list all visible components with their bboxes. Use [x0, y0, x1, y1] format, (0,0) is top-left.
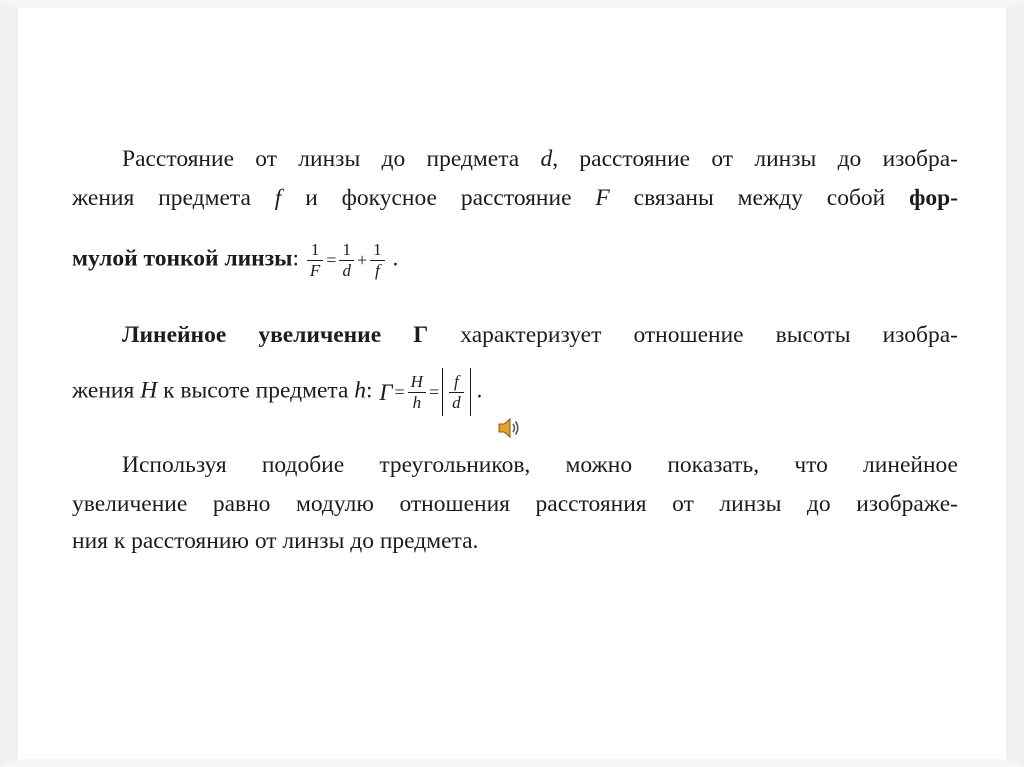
text-run: ния к расстоянию от линзы до предмета.	[72, 528, 479, 554]
fraction	[339, 240, 354, 280]
equals-sign: =	[326, 250, 337, 271]
fraction-denominator: f	[374, 260, 380, 280]
text-run: .	[392, 245, 399, 272]
bold-term: мулой тонкой линзы	[72, 245, 293, 272]
speaker-icon[interactable]	[496, 415, 522, 441]
absolute-value	[442, 368, 471, 416]
fraction-numerator: 1	[370, 240, 385, 261]
fraction-denominator: F	[309, 260, 321, 280]
fraction-numerator: 1	[339, 240, 354, 261]
text-run: к высоте предмета	[157, 377, 355, 404]
plus-sign: +	[356, 250, 368, 271]
variable-H: H	[140, 377, 158, 404]
magnification-formula	[378, 372, 476, 412]
fraction	[408, 372, 426, 412]
paragraph-3-line-1	[122, 454, 958, 478]
text-run: :	[292, 245, 305, 272]
fraction	[307, 240, 323, 280]
fraction-denominator: d	[342, 260, 351, 280]
text-run: жения предмета	[72, 185, 275, 211]
gamma-symbol: Г	[379, 379, 393, 405]
paragraph-2-line-2	[72, 368, 482, 416]
paragraph-1-line-1	[122, 148, 958, 172]
fraction-numerator: f	[449, 372, 464, 393]
text-run: :	[366, 377, 379, 404]
equals-sign: =	[428, 382, 440, 403]
variable-h: h	[354, 377, 367, 404]
text-run: Используя подобие треугольников, можно показать, что линейное	[122, 452, 958, 478]
text-run: характеризует отношение высоты изобра-	[428, 322, 958, 348]
variable-d: d	[540, 146, 553, 172]
text-run: .	[476, 377, 483, 404]
bold-term: Линейное увеличение Г	[122, 322, 429, 348]
text-run: , расстояние от линзы до изобра-	[552, 146, 959, 172]
paragraph-3-line-2	[72, 493, 958, 517]
fraction	[449, 372, 464, 412]
text-run: жения	[72, 377, 141, 404]
paragraph-3-line-3	[72, 530, 478, 554]
fraction-numerator: H	[408, 372, 426, 393]
fraction	[370, 240, 385, 280]
fraction-denominator: h	[412, 392, 422, 412]
text-run: увеличение равно модулю отношения расстояния от линзы до изображе-	[72, 491, 958, 517]
variable-f: f	[274, 185, 282, 211]
fraction-numerator: 1	[307, 240, 323, 261]
text-run: Расстояние от линзы до предмета	[122, 146, 541, 172]
text-run: связаны между собой	[609, 185, 910, 211]
text-run: и фокусное расстояние	[281, 185, 596, 211]
bold-term: фор-	[909, 185, 959, 211]
equals-sign: =	[394, 382, 405, 403]
thin-lens-formula	[305, 240, 393, 280]
paragraph-2-line-1	[122, 324, 958, 348]
paragraph-1-line-2	[72, 187, 958, 211]
variable-F: F	[595, 185, 610, 211]
paragraph-1-line-3	[72, 240, 398, 280]
fraction-denominator: d	[452, 392, 461, 412]
